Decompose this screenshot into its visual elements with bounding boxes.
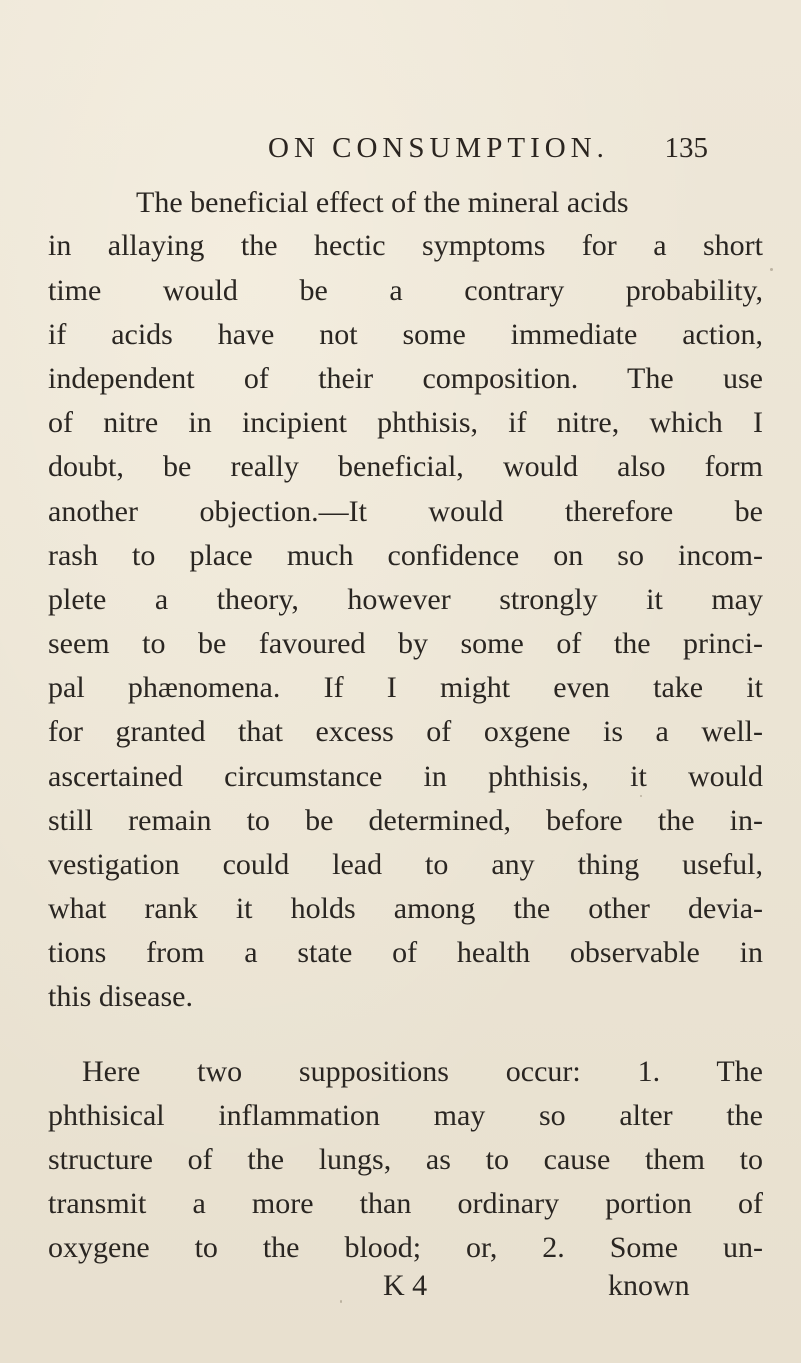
page-header (268, 132, 708, 172)
paper-speck (770, 268, 773, 271)
text-line: if acids have not some immediate action, (48, 318, 763, 351)
signature-mark: K 4 (383, 1269, 428, 1302)
running-title: ON CONSUMPTION. (268, 132, 609, 164)
catchword: known (608, 1269, 690, 1302)
text-line: oxygene to the blood; or, 2. Some un- (48, 1231, 763, 1264)
text-line: The beneficial effect of the mineral acids (136, 186, 629, 219)
text-line: transmit a more than ordinary portion of (48, 1187, 763, 1220)
text-line: doubt, be really beneficial, would also form (48, 450, 763, 483)
text-line: in allaying the hectic symptoms for a short (48, 229, 763, 262)
text-line: seem to be favoured by some of the princi- (48, 627, 763, 660)
page-number: 135 (664, 132, 708, 164)
text-line: structure of the lungs, as to cause them to (48, 1143, 763, 1176)
text-line: independent of their composition. The use (48, 362, 763, 395)
text-line: pal phænomena. If I might even take it (48, 671, 763, 704)
text-line: another objection.—It would therefore be (48, 495, 763, 528)
text-line: of nitre in incipient phthisis, if nitre, which I (48, 406, 763, 439)
text-line: still remain to be determined, before the in- (48, 804, 763, 837)
paper-speck (640, 795, 642, 797)
text-line: vestigation could lead to any thing useful, (48, 848, 763, 881)
text-line: phthisical inflammation may so alter the (48, 1099, 763, 1132)
text-line: rash to place much confidence on so incom- (48, 539, 763, 572)
text-line: Here two suppositions occur: 1. The (82, 1055, 763, 1088)
text-line: tions from a state of health observable in (48, 936, 763, 969)
paper-speck (340, 1300, 342, 1303)
text-line: ascertained circumstance in phthisis, it would (48, 760, 763, 793)
text-line: time would be a contrary probability, (48, 274, 763, 307)
page-footer (0, 1269, 801, 1309)
text-line: plete a theory, however strongly it may (48, 583, 763, 616)
text-line: for granted that excess of oxgene is a well- (48, 715, 763, 748)
text-line: what rank it holds among the other devia- (48, 892, 763, 925)
text-line: this disease. (48, 980, 193, 1013)
